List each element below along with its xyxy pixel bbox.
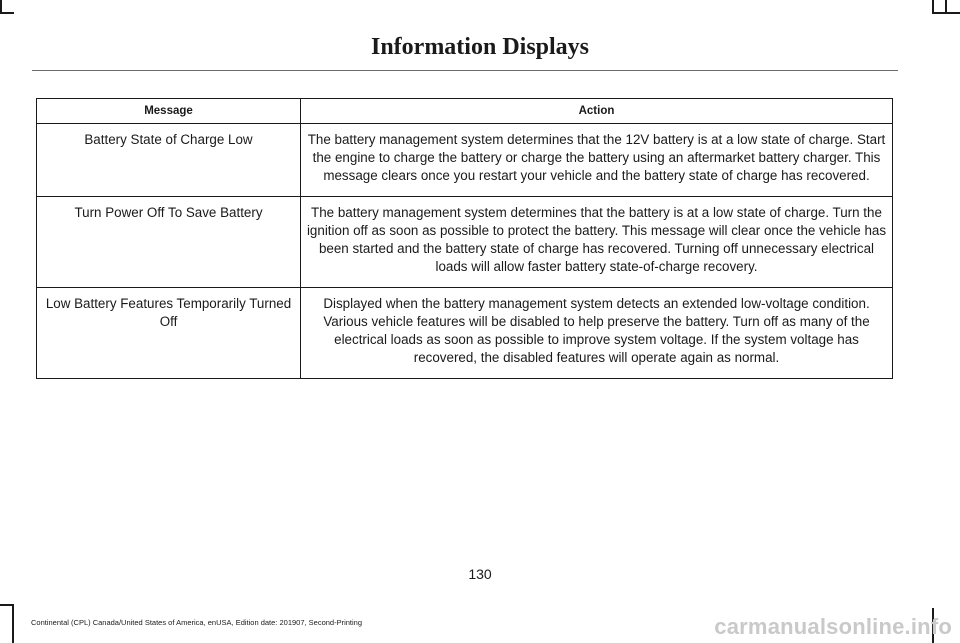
table-row: [37, 124, 893, 197]
message-cell: Turn Power Off To Save Battery: [37, 197, 301, 288]
crop-mark: [0, 12, 14, 14]
page-number: 130: [468, 566, 492, 582]
crop-mark: [12, 604, 14, 643]
action-cell: The battery management system determines that the 12V battery is at a low state of charge. Start the engine to charge the battery or charge the battery using an aftermarket battery charger. This message clears once you restart your vehicle and the battery state of charge has recovered.: [301, 124, 893, 197]
table-row: [37, 288, 893, 379]
message-table: [36, 98, 893, 379]
watermark: carmanualsonline.info: [714, 614, 952, 639]
crop-mark: [932, 12, 960, 14]
column-header-action: Action: [301, 99, 893, 124]
crop-mark: [0, 604, 14, 606]
page-title: Information Displays: [370, 34, 590, 60]
action-cell: Displayed when the battery management system detects an extended low-voltage condition. Various vehicle features will be disabled to help preserve the battery. Turn off as many of the electrical loads as soon as possible to improve system voltage. If the system voltage has recovered, the disabled features will operate again as normal.: [301, 288, 893, 379]
message-cell: Low Battery Features Temporarily Turned Off: [37, 288, 301, 379]
edition-footer: Continental (CPL) Canada/United States of America, enUSA, Edition date: 201907, Second-Printing: [31, 618, 363, 627]
table-header-row: [37, 99, 893, 124]
table-row: [37, 197, 893, 288]
header-divider: [32, 70, 898, 71]
action-cell: The battery management system determines that the battery is at a low state of charge. Turn the ignition off as soon as possible to protect the battery. This message will clear once the vehicle has been started and the battery state of charge has recovered. Turning off unnecessary electrical loads will allow faster battery state-of-charge recovery.: [301, 197, 893, 288]
column-header-message: Message: [37, 99, 301, 124]
message-cell: Battery State of Charge Low: [37, 124, 301, 197]
